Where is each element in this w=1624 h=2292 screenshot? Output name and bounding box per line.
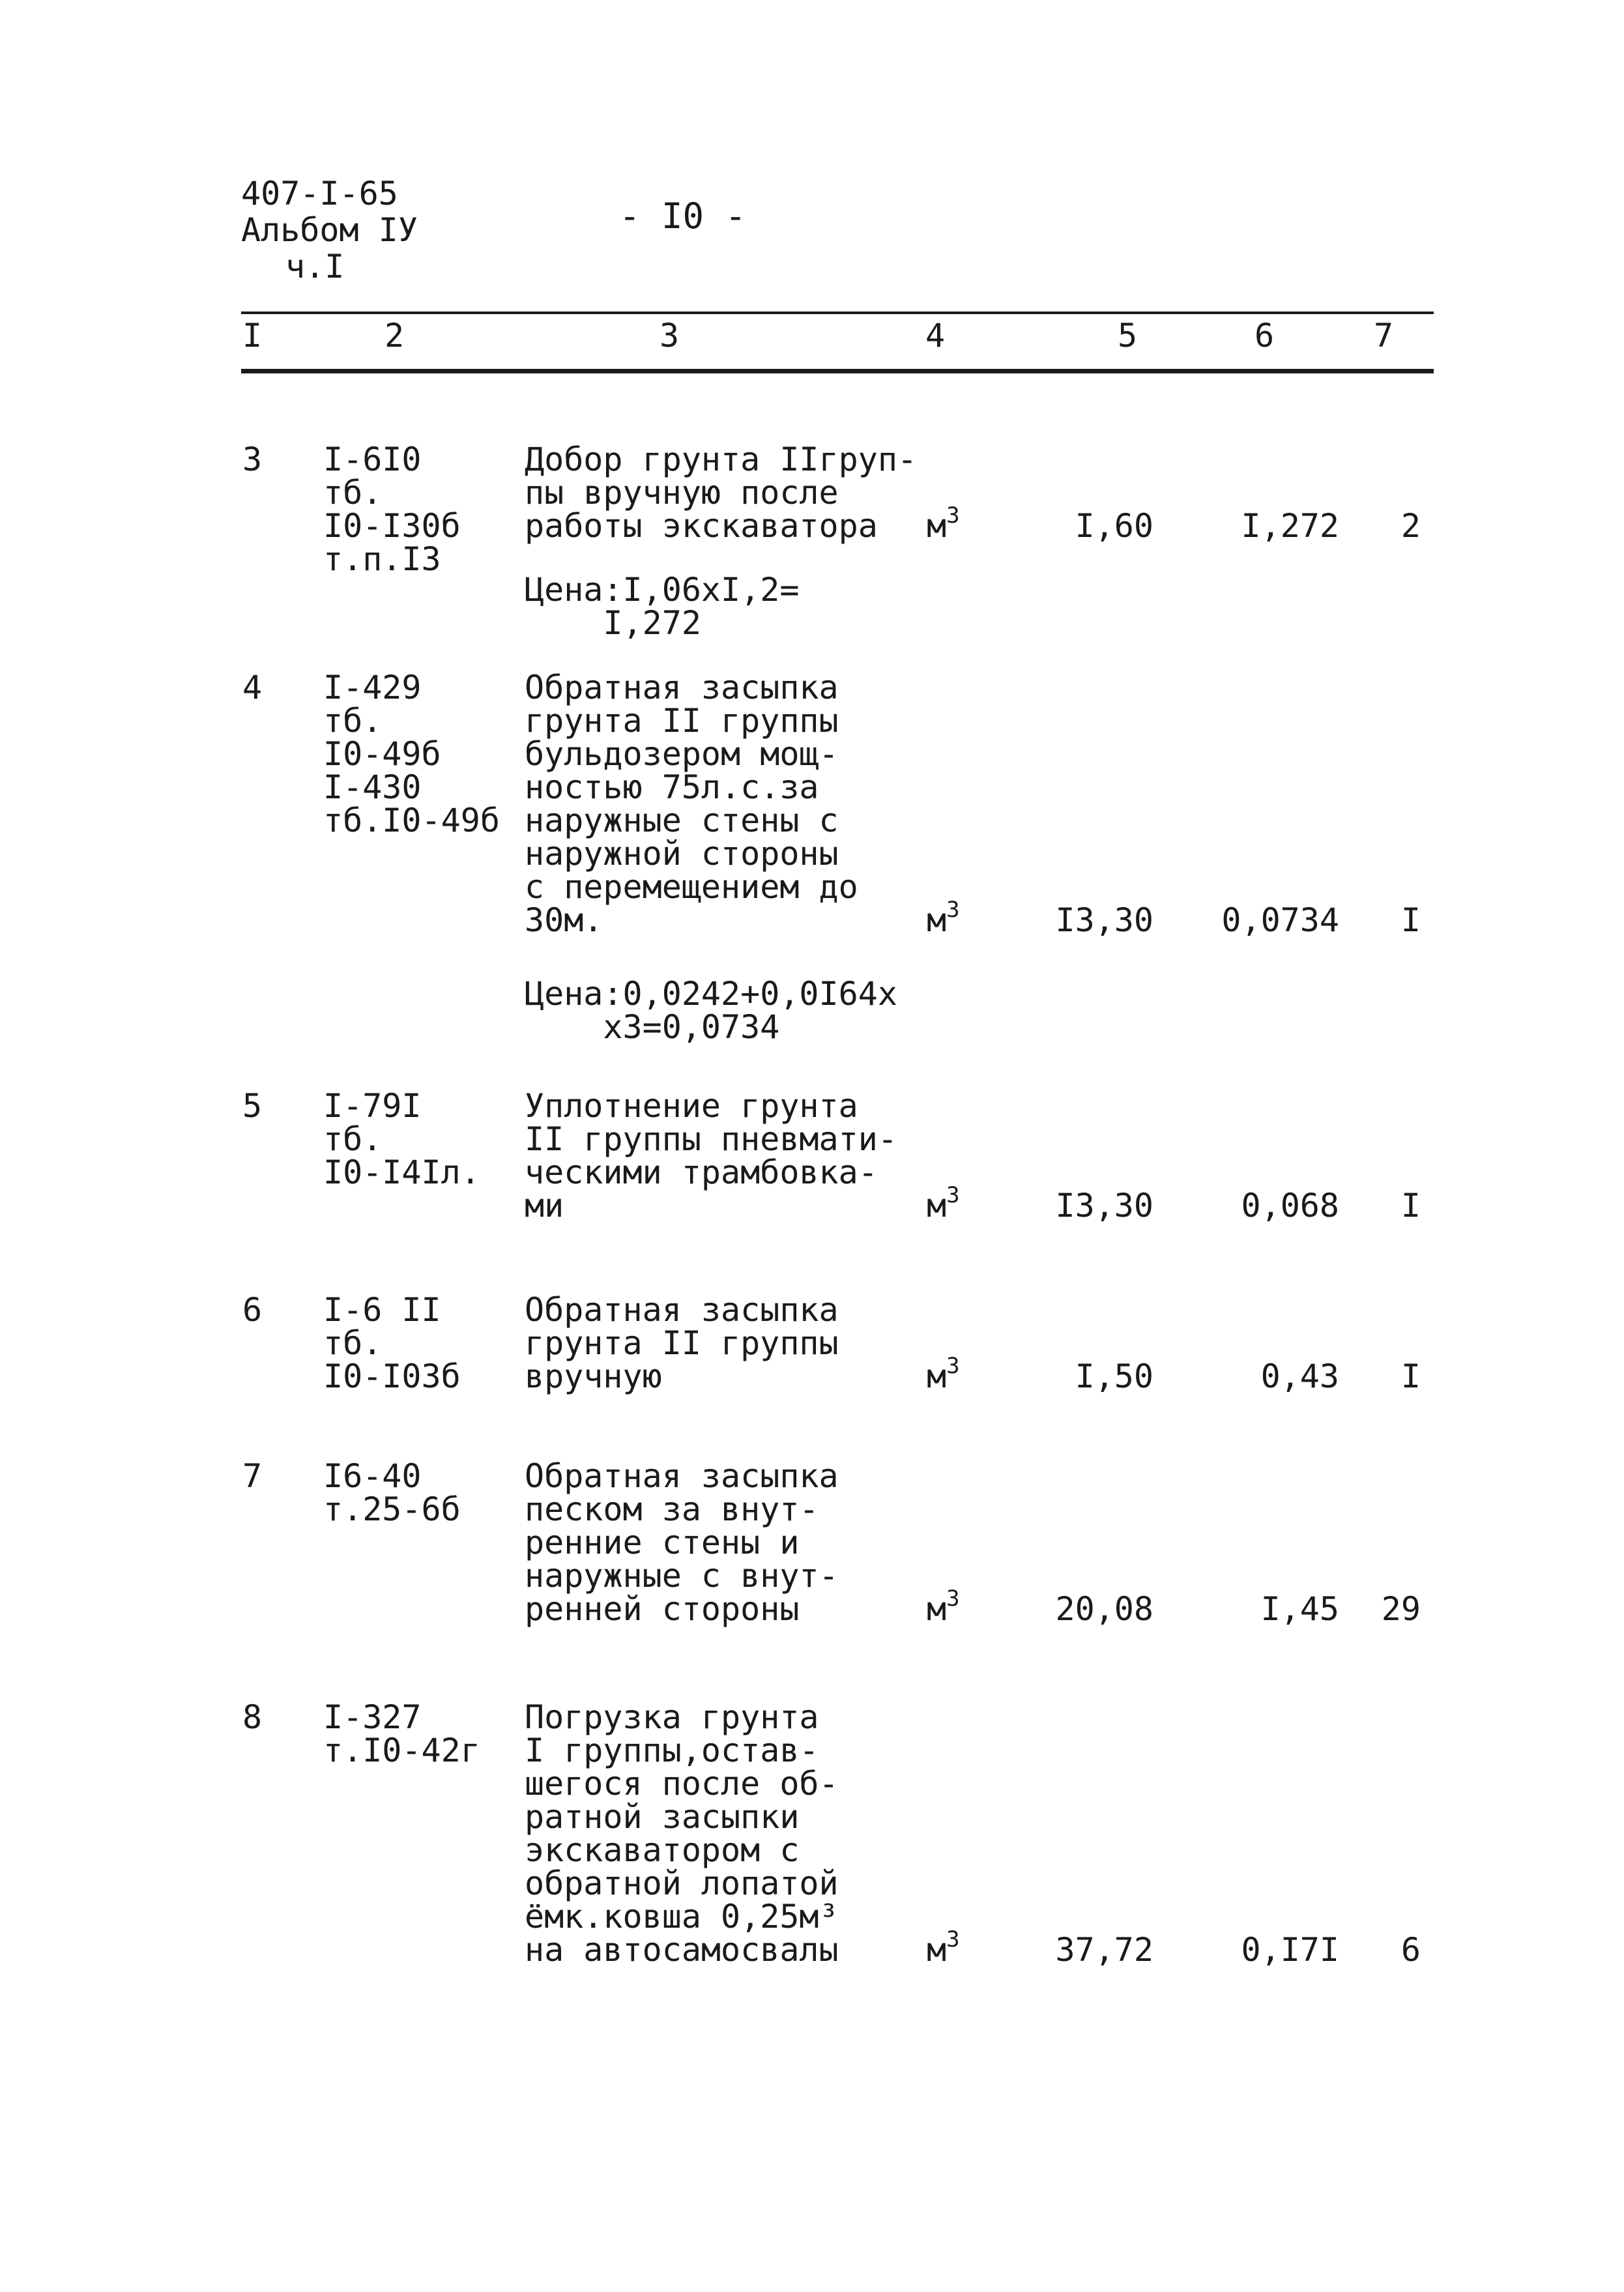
- work-description-line: I группы,остав-: [525, 1732, 819, 1769]
- row-number: 5: [242, 1087, 263, 1125]
- unit-cell: [927, 1182, 960, 1225]
- column-header-4: 4: [925, 317, 946, 355]
- table-header-rule: [241, 369, 1434, 373]
- unit-exponent: 3: [946, 897, 960, 923]
- work-description-line: грунта II группы: [525, 1324, 839, 1362]
- value-cell: 6: [1400, 1931, 1421, 1969]
- work-description-line: Обратная засыпка: [525, 1291, 839, 1329]
- norm-code-line: I-6I0: [323, 441, 422, 478]
- column-header-2: 2: [384, 317, 405, 355]
- norm-code-line: I0-I03б: [323, 1357, 461, 1395]
- work-description-line: ёмк.ковша 0,25м³: [525, 1898, 839, 1936]
- row-number: 7: [242, 1457, 263, 1495]
- quantity-cell: 20,08: [1055, 1590, 1153, 1628]
- norm-code-line: тб.: [323, 702, 383, 740]
- unit-base: м: [927, 507, 947, 545]
- unit-cell: [927, 897, 960, 939]
- work-description-line: Погрузка грунта: [525, 1698, 819, 1736]
- norm-code-line: I-79I: [323, 1087, 422, 1125]
- work-description-line: Добор грунта IIгруп-: [525, 441, 918, 478]
- norm-code-line: I-327: [323, 1698, 422, 1736]
- unit-cell: [927, 1586, 960, 1628]
- doc-line-2: Альбом IУ: [241, 211, 418, 249]
- work-description-line: Обратная засыпка: [525, 669, 839, 706]
- unit-exponent: 3: [946, 1353, 960, 1379]
- work-description-line: экскаватором с: [525, 1831, 800, 1869]
- work-description-line: песком за внут-: [525, 1490, 819, 1528]
- value-cell: 2: [1400, 507, 1421, 545]
- norm-code-line: т.п.I3: [323, 540, 441, 578]
- doc-line-3: ч.I: [285, 248, 345, 285]
- value-cell: I: [1400, 1357, 1421, 1395]
- column-header-5: 5: [1118, 317, 1138, 355]
- row-number: 6: [242, 1291, 263, 1329]
- norm-code-line: тб.: [323, 1324, 383, 1362]
- quantity-cell: I,60: [1075, 507, 1153, 545]
- unit-cell: [927, 1353, 960, 1395]
- row-number: 8: [242, 1698, 263, 1736]
- work-description-line: с перемещением до: [525, 868, 858, 906]
- row-number: 4: [242, 669, 263, 706]
- norm-code-line: I0-I4Iл.: [323, 1153, 480, 1191]
- work-description-line: ностью 75л.с.за: [525, 768, 819, 806]
- column-header-3: 3: [660, 317, 680, 355]
- value-cell: I: [1400, 901, 1421, 939]
- work-description-line: шегося после об-: [525, 1765, 839, 1803]
- norm-code-line: т.I0-42г: [323, 1732, 480, 1769]
- rate-cell: 0,I7I: [1241, 1931, 1339, 1969]
- work-description-line: бульдозером мощ-: [525, 735, 839, 773]
- norm-code-line: I0-49б: [323, 735, 441, 773]
- unit-base: м: [927, 901, 947, 939]
- work-description-line: ренней стороны: [525, 1590, 800, 1628]
- price-formula-line: x3=0,0734: [525, 1008, 780, 1046]
- value-cell: 29: [1381, 1590, 1421, 1628]
- unit-exponent: 3: [946, 1182, 960, 1208]
- work-description-line: II группы пневмати-: [525, 1120, 897, 1158]
- row-number: 3: [242, 441, 263, 478]
- unit-base: м: [927, 1187, 947, 1225]
- column-header-6: 6: [1254, 317, 1275, 355]
- rate-cell: 0,068: [1241, 1187, 1339, 1225]
- work-description-line: ми: [525, 1187, 564, 1225]
- unit-base: м: [927, 1357, 947, 1395]
- quantity-cell: 37,72: [1055, 1931, 1153, 1969]
- work-description-line: обратной лопатой: [525, 1864, 839, 1902]
- rate-cell: I,272: [1241, 507, 1339, 545]
- column-header-1: I: [242, 317, 263, 355]
- rate-cell: I,45: [1260, 1590, 1339, 1628]
- work-description-line: ческими трамбовка-: [525, 1153, 878, 1191]
- work-description-line: наружные с внут-: [525, 1557, 839, 1595]
- unit-exponent: 3: [946, 1926, 960, 1952]
- norm-code-line: тб.I0-49б: [323, 802, 500, 839]
- work-description-line: пы вручную после: [525, 474, 839, 512]
- unit-base: м: [927, 1931, 947, 1969]
- norm-code-line: тб.: [323, 474, 383, 512]
- quantity-cell: I,50: [1075, 1357, 1153, 1395]
- norm-code-line: I-429: [323, 669, 422, 706]
- work-description-line: ратной засыпки: [525, 1798, 800, 1836]
- norm-code-line: т.25-6б: [323, 1490, 461, 1528]
- norm-code-line: I-6 II: [323, 1291, 441, 1329]
- work-description-line: работы экскаватора: [525, 507, 878, 545]
- unit-exponent: 3: [946, 1586, 960, 1612]
- norm-code-line: I-430: [323, 768, 422, 806]
- work-description-line: Обратная засыпка: [525, 1457, 839, 1495]
- value-cell: I: [1400, 1187, 1421, 1225]
- work-description-line: Уплотнение грунта: [525, 1087, 858, 1125]
- work-description-line: ренние стены и: [525, 1524, 800, 1561]
- norm-code-line: I0-I30б: [323, 507, 461, 545]
- work-description-line: 30м.: [525, 901, 603, 939]
- price-formula-line: Цена:I,06xI,2=: [525, 571, 800, 609]
- work-description-line: на автосамосвалы: [525, 1931, 839, 1969]
- work-description-line: грунта II группы: [525, 702, 839, 740]
- norm-code-line: I6-40: [323, 1457, 422, 1495]
- work-description-line: вручную: [525, 1357, 662, 1395]
- price-formula-line: I,272: [525, 604, 701, 642]
- rate-cell: 0,43: [1260, 1357, 1339, 1395]
- column-header-7: 7: [1374, 317, 1394, 355]
- doc-line-1: 407-I-65: [241, 175, 398, 212]
- quantity-cell: I3,30: [1055, 901, 1153, 939]
- page-number: - I0 -: [619, 196, 747, 237]
- unit-exponent: 3: [946, 502, 960, 529]
- price-formula-line: Цена:0,0242+0,0I64x: [525, 975, 897, 1013]
- table-top-rule: [241, 312, 1434, 314]
- work-description-line: наружные стены с: [525, 802, 839, 839]
- unit-cell: [927, 1926, 960, 1969]
- quantity-cell: I3,30: [1055, 1187, 1153, 1225]
- unit-base: м: [927, 1590, 947, 1628]
- unit-cell: [927, 502, 960, 545]
- rate-cell: 0,0734: [1221, 901, 1339, 939]
- norm-code-line: тб.: [323, 1120, 383, 1158]
- work-description-line: наружной стороны: [525, 835, 839, 873]
